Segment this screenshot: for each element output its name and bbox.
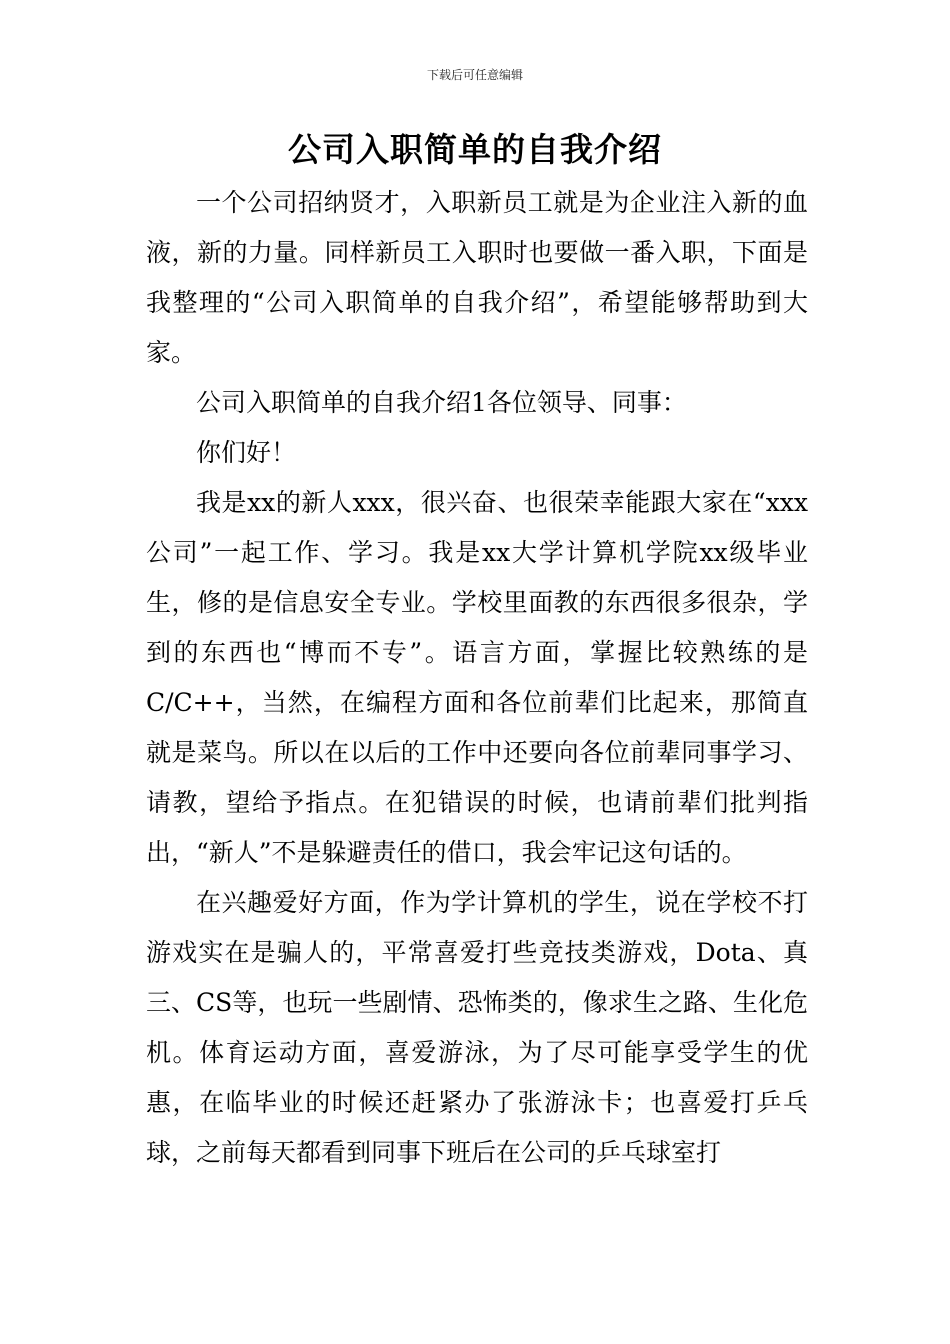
greeting-paragraph: 你们好！ xyxy=(196,438,297,467)
section-heading-paragraph: 公司入职简单的自我介绍1各位领导、同事： xyxy=(196,388,687,417)
document-body xyxy=(146,178,808,1178)
header-note: 下载后可任意编辑 xyxy=(426,68,523,82)
document-title: 公司入职简单的自我介绍 xyxy=(288,130,662,169)
self-intro-paragraph: 我是xx的新人xxx，很兴奋、也很荣幸能跟大家在“xxx公司”一起工作、学习。我是xx大学计算机学院xx级毕业生，修的是信息安全专业。学校里面教的东西很多很杂，学到的东西也“博而不专”。语言方面，掌握比较熟练的是C/C++，当然，在编程方面和各位前辈们比起来，那简直就是菜鸟。所以在以后的工作中还要向各位前辈同事学习、请教，望给予指点。在犯错误的时候，也请前辈们批判指出，“新人”不是躲避责任的借口，我会牢记这句话的。 xyxy=(146,488,808,867)
hobbies-paragraph: 在兴趣爱好方面，作为学计算机的学生，说在学校不打游戏实在是骗人的，平常喜爱打些竞技类游戏，Dota、真三、CS等，也玩一些剧情、恐怖类的，像求生之路、生化危机。体育运动方面，喜爱游泳，为了尽可能享受学生的优惠，在临毕业的时候还赶紧办了张游泳卡；也喜爱打乒乓球，之前每天都看到同事下班后在公司的乒乓球室打 xyxy=(146,888,808,1167)
intro-paragraph: 一个公司招纳贤才，入职新员工就是为企业注入新的血液，新的力量。同样新员工入职时也要做一番入职，下面是我整理的“公司入职简单的自我介绍”，希望能够帮助到大家。 xyxy=(146,188,808,367)
